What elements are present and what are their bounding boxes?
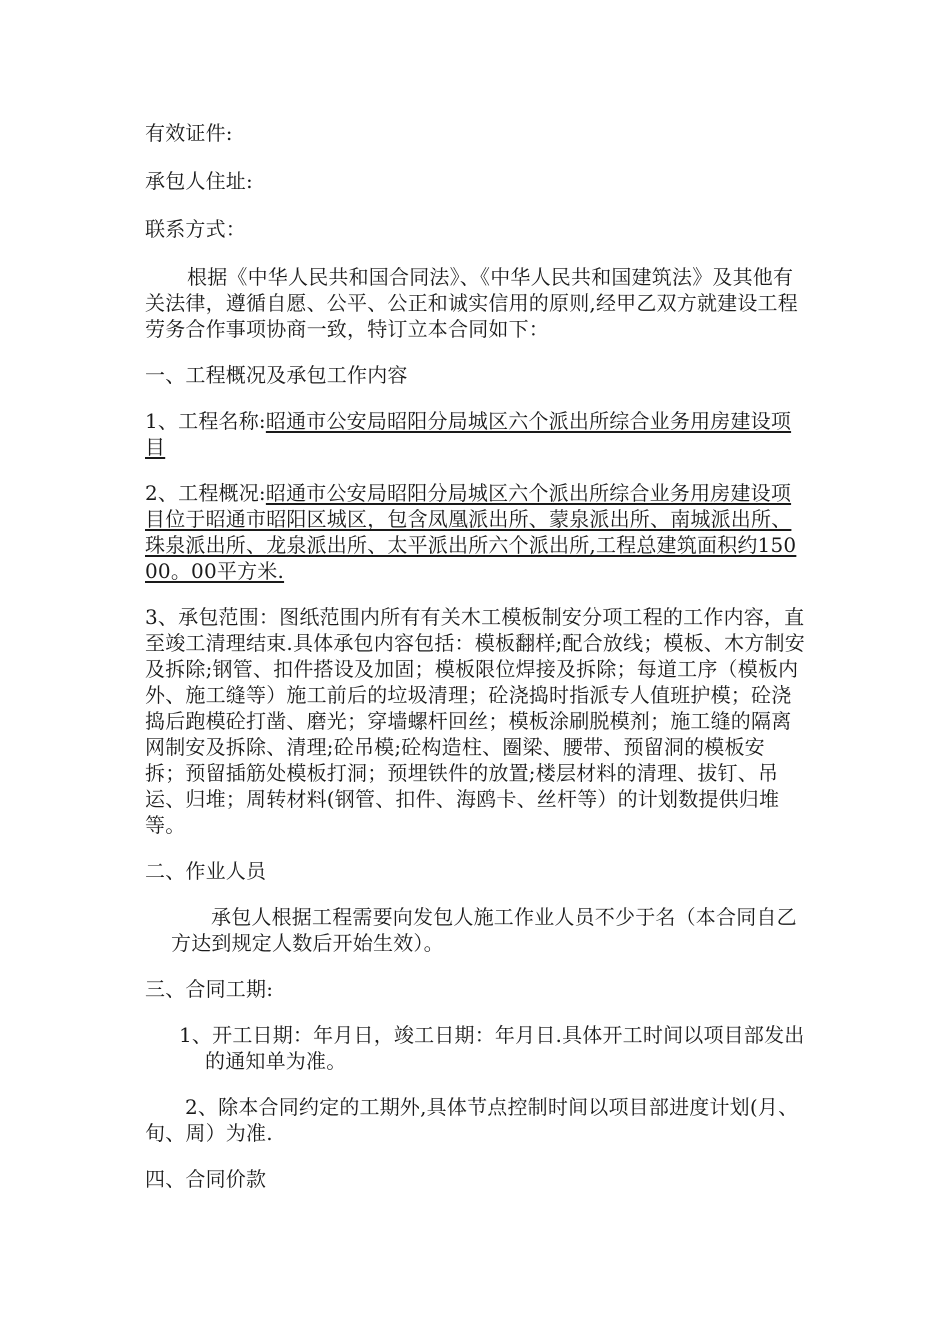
project-overview-item (145, 480, 805, 584)
project-name-value: 昭通市公安局昭阳分局城区六个派出所综合业务用房建设项目 (145, 409, 792, 459)
schedule-item-2: 2、除本合同约定的工期外,具体节点控制时间以项目部进度计划(月、旬、周）为准. (145, 1095, 799, 1145)
contract-scope-item: 3、承包范围：图纸范围内所有有关木工模板制安分项工程的工作内容，直至竣工清理结束.具体承包内容包括：模板翻样;配合放线；模板、木方制安及拆除;钢管、扣件搭设及加固；模板限位焊接及拆除；每道工序（模板内外、施工缝等）施工前后的垃圾清理；砼浇捣时指派专人值班护模；砼浇捣后跑模砼打凿、磨光；穿墙螺杆回丝；模板涂刷脱模剂；施工缝的隔离网制安及拆除、清理;砼吊模;砼构造柱、圈梁、腰带、预留洞的模板安拆；预留插筋处模板打洞；预埋铁件的放置;楼层材料的清理、拔钉、吊运、归堆；周转材料(钢管、扣件、海鸥卡、丝杆等）的计划数提供归堆等。 (145, 605, 805, 837)
contact-field: 联系方式： (145, 217, 246, 241)
schedule-item-1: 1、开工日期：年月日，竣工日期：年月日.具体开工时间以项目部发出的通知单为准。 (179, 1023, 805, 1073)
project-name-item (145, 408, 805, 460)
document-body (145, 120, 805, 1212)
project-overview-label: 2、工程概况: (145, 481, 266, 505)
section4-heading: 四、合同价款 (145, 1167, 267, 1191)
project-name-label: 1、工程名称: (145, 409, 266, 433)
valid-id-field: 有效证件: (145, 121, 233, 145)
intro-paragraph: 根据《中华人民共和国合同法》、《中华人民共和国建筑法》及其他有关法律，遵循自愿、公平、公正和诚实信用的原则,经甲乙双方就建设工程劳务合作事项协商一致，特订立本合同如下： (145, 265, 798, 341)
workers-paragraph: 承包人根据工程需要向发包人施工作业人员不少于名（本合同自乙方达到规定人数后开始生效）。 (171, 905, 797, 955)
section3-heading: 三、合同工期: (145, 977, 274, 1001)
section2-heading: 二、作业人员 (145, 859, 267, 883)
project-overview-value: 昭通市公安局昭阳分局城区六个派出所综合业务用房建设项目位于昭通市昭阳区城区，包含凤凰派出所、蒙泉派出所、南城派出所、珠泉派出所、龙泉派出所、太平派出所六个派出所,工程总建筑面积约15000。00平方米. (145, 481, 797, 583)
contractor-address-field: 承包人住址: (145, 169, 253, 193)
section1-heading: 一、工程概况及承包工作内容 (145, 363, 408, 387)
